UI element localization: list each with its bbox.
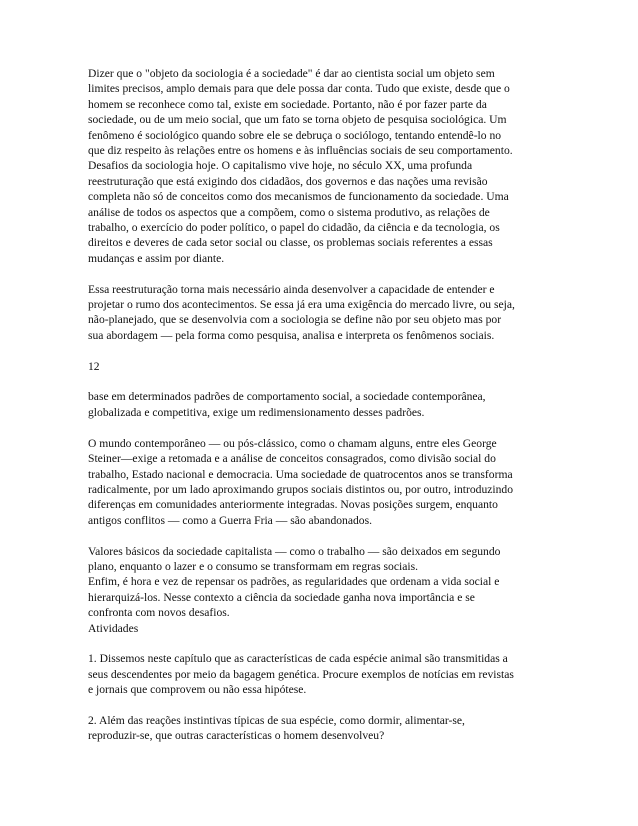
text-line: mudanças e assim por diante.: [88, 251, 225, 265]
paragraph-valores-basicos: [88, 544, 558, 636]
text-line: trabalho, o exercício do poder político, o papel do cidadão, da ciência e da tecnologia, os: [88, 221, 500, 235]
paragraph-spacer: [88, 266, 558, 281]
text-line: limites precisos, amplo demais para que dele possa dar conta. Tudo que existe, desde que o: [88, 82, 510, 96]
text-line: reestruturação que está exigindo dos cidadãos, dos governos e das nações uma revisão: [88, 174, 488, 188]
text-line: Essa reestruturação torna mais necessário ainda desenvolver a capacidade de entender e: [88, 282, 495, 296]
text-line: Steiner—exige a retomada e a análise de conceitos consagrados, como divisão social do: [88, 452, 496, 466]
paragraph-spacer: [88, 343, 558, 358]
text-line: seus descendentes por meio da bagagem genética. Procure exemplos de notícias em revistas: [88, 667, 514, 681]
text-line: confronta com novos desafios.: [88, 606, 230, 620]
activity-item-2: [88, 713, 558, 744]
page-number: 12: [88, 359, 100, 373]
paragraph-spacer: [88, 698, 558, 713]
paragraph-spacer: [88, 374, 558, 389]
text-line: sua abordagem — pela forma como pesquisa, analisa e interpreta os fenômenos sociais.: [88, 328, 495, 342]
text-line: homem se reconhece como tal, existe em sociedade. Portanto, não é por fazer parte da: [88, 97, 487, 111]
text-line: projetar o rumo dos acontecimentos. Se essa já era uma exigência do mercado livre, ou seja,: [88, 298, 515, 312]
text-line: Desafios da sociologia hoje. O capitalismo vive hoje, no século XX, uma profunda: [88, 159, 473, 173]
text-line: Dizer que o "objeto da sociologia é a sociedade" é dar ao cientista social um objeto sem: [88, 67, 495, 80]
text-line: que diz respeito às relações entre os homens e às influências sociais de seu comportamento.: [88, 144, 513, 158]
text-line: trabalho, Estado nacional e democracia. Uma sociedade de quatrocentos anos se transforma: [88, 467, 513, 481]
text-line: antigos conflitos — como a Guerra Fria — são abandonados.: [88, 513, 372, 527]
text-line: hierarquizá-los. Nesse contexto a ciência da sociedade ganha nova importância e se: [88, 590, 475, 604]
text-line: radicalmente, por um lado aproximando grupos sociais distintos ou, por outro, introduzindo: [88, 482, 514, 496]
paragraph-spacer: [88, 636, 558, 651]
paragraph-spacer: [88, 420, 558, 435]
text-line: Valores básicos da sociedade capitalista — como o trabalho — são deixados em segundo: [88, 544, 501, 558]
text-line: O mundo contemporâneo — ou pós-clássico, como o chamam alguns, entre eles George: [88, 436, 497, 450]
activity-item-1: [88, 651, 558, 697]
paragraph-spacer: [88, 528, 558, 543]
paragraph-reestruturacao: [88, 282, 558, 344]
document-page: [88, 66, 558, 744]
text-line: sociedade, ou de um meio social, que um fato se torna objeto de pesquisa sociológica. Um: [88, 113, 507, 127]
text-line: diferenças em comunidades anteriormente integradas. Novas posições surgem, enquanto: [88, 498, 498, 512]
text-line: plano, enquanto o lazer e o consumo se transformam em regras sociais.: [88, 559, 418, 573]
text-line: completa não só de conceitos como dos mecanismos de funcionamento da sociedade. Uma: [88, 190, 509, 204]
paragraph-objeto-sociologia: [88, 66, 558, 266]
text-line: 2. Além das reações instintivas típicas de sua espécie, como dormir, alimentar-se,: [88, 713, 465, 727]
text-line: direitos e deveres de cada setor social ou classe, os problemas sociais referentes a essas: [88, 236, 493, 250]
text-line: reproduzir-se, que outras características o homem desenvolveu?: [88, 729, 385, 743]
text-line: base em determinados padrões de comportamento social, a sociedade contemporânea,: [88, 390, 486, 404]
text-line: não-planejado, que se desenvolvia com a sociologia se define não por seu objeto mas por: [88, 313, 502, 327]
text-line: análise de todos os aspectos que a compõem, como o sistema produtivo, as relações de: [88, 205, 490, 219]
text-line: Enfim, é hora e vez de repensar os padrões, as regularidades que ordenam a vida social e: [88, 575, 500, 589]
text-line: globalizada e competitiva, exige um redimensionamento desses padrões.: [88, 405, 425, 419]
paragraph-mundo-contemporaneo: [88, 436, 558, 528]
paragraph-padroes: [88, 389, 558, 420]
text-line: e jornais que comprovem ou não essa hipótese.: [88, 683, 307, 697]
text-line: 1. Dissemos neste capítulo que as características de cada espécie animal são transmitidas a: [88, 652, 508, 666]
section-heading-atividades: Atividades: [88, 621, 139, 635]
text-line: fenômeno é sociológico quando sobre ele se debruça o sociólogo, tentando entendê-lo no: [88, 128, 502, 142]
